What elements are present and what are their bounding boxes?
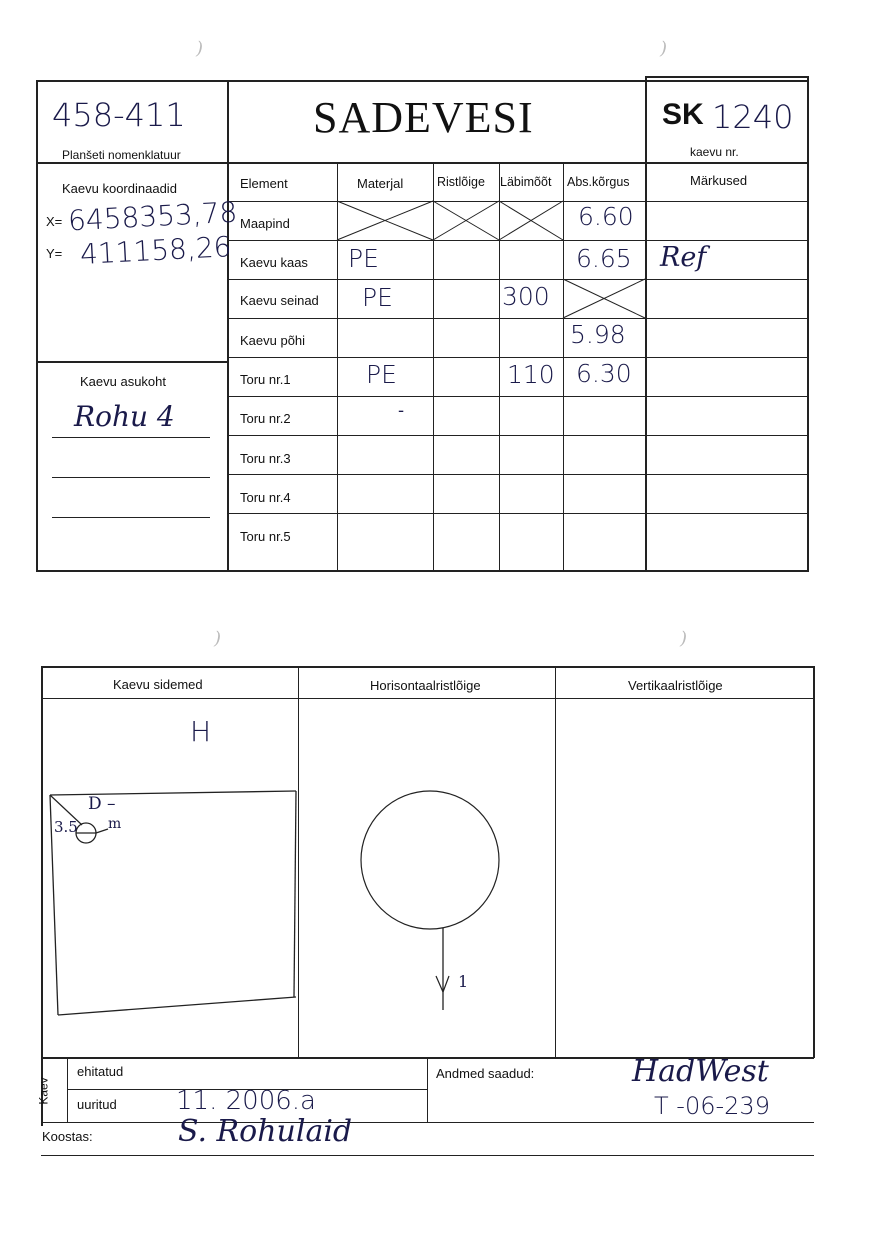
material-value: PE <box>362 283 393 312</box>
x-value: 6458353,78 <box>67 195 238 238</box>
kaev-label: Kaev <box>36 1077 51 1105</box>
row-element: Toru nr.1 <box>240 372 291 387</box>
author-label: Koostas: <box>42 1129 93 1144</box>
pipe-number: 1 <box>458 972 469 991</box>
location-value: Rohu 4 <box>74 400 175 433</box>
data-source: HadWest <box>632 1054 769 1089</box>
diameter-value: 110 <box>507 360 555 389</box>
abs-value: 5.98 <box>570 320 626 349</box>
scan-mark: ) <box>680 628 688 649</box>
surveyed-value: 11. 2006.a <box>176 1086 316 1116</box>
scan-mark: ) <box>660 38 668 59</box>
sketch-pipe: D – <box>88 794 116 814</box>
row-element: Kaevu seinad <box>240 293 319 308</box>
col-well-links: Kaevu sidemed <box>113 677 203 692</box>
diameter-value: 300 <box>502 282 550 311</box>
col-vertical-section: Vertikaalristlõige <box>628 678 723 693</box>
well-label: kaevu nr. <box>690 145 739 159</box>
row-element: Toru nr.3 <box>240 451 291 466</box>
well-prefix: SK <box>662 98 704 131</box>
y-value: 411158,26 <box>79 230 233 271</box>
sheet-label: Planšeti nomenklatuur <box>62 148 181 162</box>
col-horizontal-section: Horisontaalristlõige <box>370 678 481 693</box>
y-label: Y= <box>46 246 63 261</box>
data-label: Andmed saadud: <box>436 1066 535 1081</box>
row-element: Kaevu kaas <box>240 255 308 270</box>
col-material: Materjal <box>357 176 404 191</box>
material-value: - <box>398 400 405 421</box>
material-value: PE <box>366 360 397 389</box>
location-sketch <box>48 785 300 1045</box>
sketch-distance: 3.5 <box>54 818 78 836</box>
sketch-north: H <box>190 715 212 748</box>
surveyed-label: uuritud <box>77 1097 117 1112</box>
x-label: X= <box>46 214 63 229</box>
row-element: Kaevu põhi <box>240 333 306 348</box>
abs-value: 6.30 <box>576 359 632 388</box>
row-element: Toru nr.5 <box>240 529 291 544</box>
data-ref: T -06-239 <box>654 1092 770 1120</box>
sketch-unit: m <box>108 816 122 832</box>
cross-mark <box>563 279 645 319</box>
scan-mark: ) <box>214 628 222 649</box>
cross-mark <box>337 201 567 241</box>
coordinates-label: Kaevu koordinaadid <box>62 181 177 196</box>
well-number: 1240 <box>712 98 794 136</box>
row-element: Maapind <box>240 216 290 231</box>
col-element: Element <box>240 176 288 191</box>
built-label: ehitatud <box>77 1064 124 1079</box>
material-value: PE <box>348 244 379 273</box>
sheet-number: 458-411 <box>52 96 186 134</box>
page-title: SADEVESI <box>313 93 534 142</box>
col-notes: Märkused <box>690 173 748 188</box>
col-cross-section: Ristlõige <box>437 175 485 189</box>
well-cross-section <box>340 780 520 1020</box>
author-signature: S. Rohulaid <box>178 1114 353 1149</box>
scan-mark: ) <box>196 38 204 59</box>
abs-value: 6.60 <box>578 202 634 231</box>
row-element: Toru nr.4 <box>240 490 291 505</box>
location-label: Kaevu asukoht <box>80 374 167 389</box>
col-abs-height: Abs.kõrgus <box>567 175 630 189</box>
col-diameter: Läbimõõt <box>500 175 552 189</box>
abs-value: 6.65 <box>576 244 632 273</box>
note-value: Ref <box>660 242 707 273</box>
row-element: Toru nr.2 <box>240 411 291 426</box>
